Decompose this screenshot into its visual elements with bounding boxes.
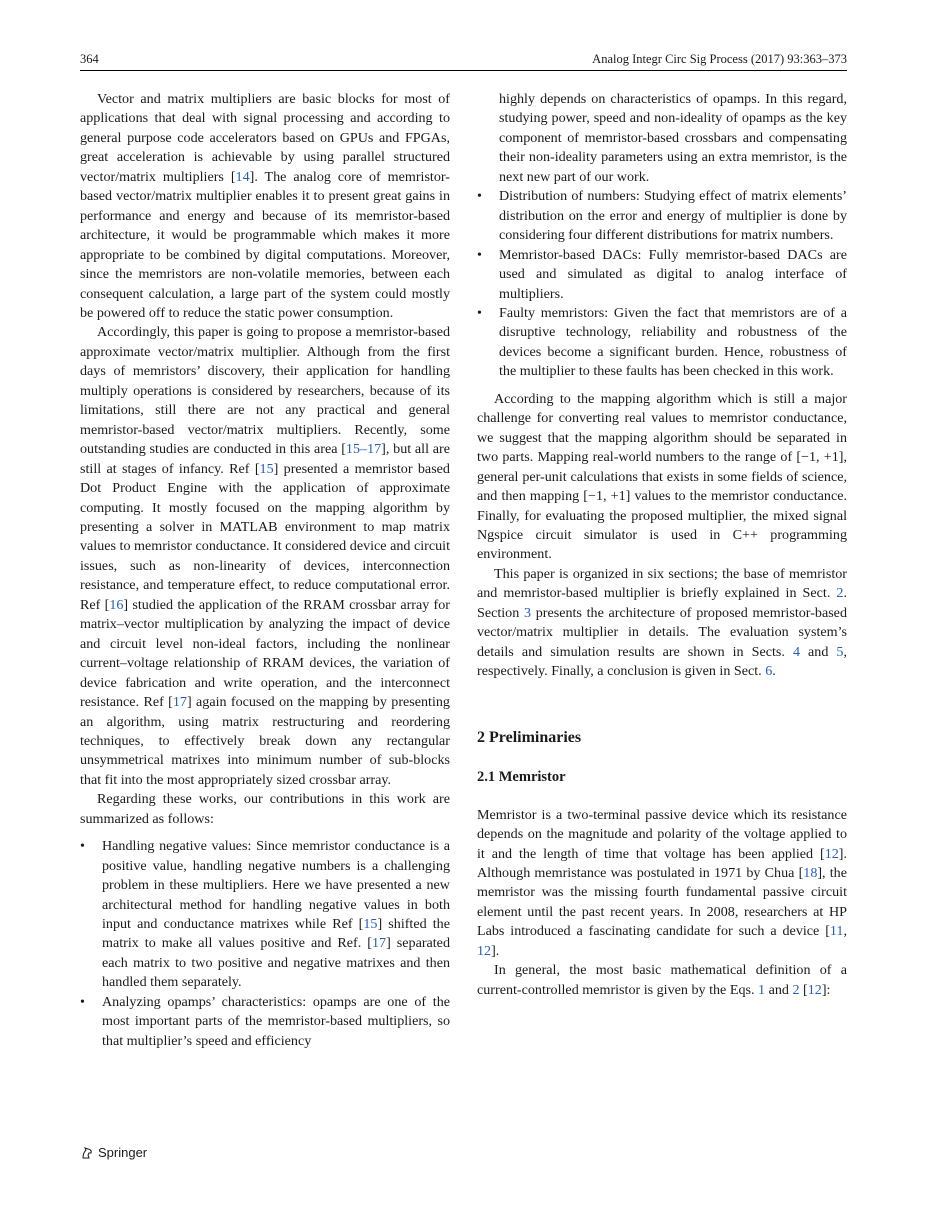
section-link[interactable]: 2 bbox=[836, 585, 844, 602]
citation-link[interactable]: 15 bbox=[363, 916, 378, 933]
bullet-icon: • bbox=[477, 188, 482, 205]
paragraph-related-work: Accordingly, this paper is going to propose a memristor-based approximate vector/matrix multiplier. Although from the first days of memristors’ discovery, their application for handling multiply operations is considered by researchers, because of its limitations, still there are not any practical and general memristor-based vector/matrix multipliers. Recently, some outstanding studies are conducted in this area [15–17], but all are still at stages of infancy. Ref [15] presented a memristor based Dot Product Engine with the application of approximate computing. It mostly focused on the mapping algorithm by presenting a solver in MATLAB environment to map matrix values to memristor conductance. It considered device and circuit issues, such as non-linearity of devices, interconnection resistance, and temperature effect, to reduce computational error. Ref [16] studied the application of the RRAM crossbar array for matrix–vector multiplication by analyzing the impact of device and circuit level non-ideal factors, including the nonlinear current–voltage relationship of RRAM devices, the variation of device fabrication and write operation, and the interconnect resistance. Ref [17] again focused on the mapping by presenting an algorithm, using matrix restructuring and reordering techniques, to effectively break down any rectangular unsymmetrical matrixes into minimum number of sub-blocks that fit into the most appropriately sized crossbar array. bbox=[80, 324, 450, 788]
list-item: • Memristor-based DACs: Fully memristor-based DACs are used and simulated as digital to analog interface of multipliers. bbox=[477, 246, 847, 302]
section-link[interactable]: 6 bbox=[765, 663, 773, 680]
section-heading: 2 Preliminaries bbox=[477, 728, 582, 746]
left-column bbox=[80, 90, 450, 1051]
citation-link[interactable]: 12 bbox=[807, 981, 822, 998]
list-item: • Distribution of numbers: Studying effect of matrix elements’ distribution on the error and energy of multiplier is done by considering four different distributions for matrix numbers. bbox=[477, 188, 847, 244]
citation-link[interactable]: 17 bbox=[371, 935, 387, 952]
publisher-footer bbox=[80, 1145, 147, 1160]
paragraph-contributions-intro: Regarding these works, our contributions in this work are summarized as follows: bbox=[80, 791, 450, 827]
paragraph-organization: This paper is organized in six sections; the base of memristor and memristor-based multiplier is briefly explained in Sect. 2. Section 3 presents the architecture of proposed memristor-based vector/matrix multiplier in details. The evaluation system’s details and simulation results are shown in Sects. 4 and 5, respectively. Finally, a conclusion is given in Sect. 6. bbox=[477, 565, 847, 680]
section-link[interactable]: 5 bbox=[836, 643, 844, 660]
bullet-icon: • bbox=[80, 838, 85, 855]
section-link[interactable]: 4 bbox=[792, 643, 800, 660]
journal-citation: Analog Integr Circ Sig Process (2017) 93:363–373 bbox=[592, 52, 847, 66]
citation-link[interactable]: 12 bbox=[824, 845, 839, 862]
equation-link[interactable]: 2 bbox=[792, 981, 800, 998]
paragraph-equations-intro: In general, the most basic mathematical definition of a current-controlled memristor is given by the Eqs. 1 and 2 [12]: bbox=[477, 962, 847, 998]
citation-link[interactable]: 15 bbox=[259, 460, 274, 477]
citation-link[interactable]: 18 bbox=[803, 864, 818, 881]
bullet-icon: • bbox=[80, 993, 85, 1010]
bullet-icon: • bbox=[477, 304, 482, 321]
citation-link[interactable]: 11 bbox=[829, 923, 844, 940]
contributions-list bbox=[80, 837, 450, 1051]
paragraph-memristor-definition: Memristor is a two-terminal passive device which its resistance depends on the magnitude and polarity of the voltage applied to it and the length of time that voltage has been applied [12]. Although memristance was postulated in 1971 by Chua [18], the memristor was the missing fourth fundamental passive circuit element until the past recent years. In 2008, researchers at HP Labs introduced a fascinating candidate for such a device [11, 12]. bbox=[477, 806, 847, 959]
citation-link[interactable]: 17 bbox=[172, 694, 187, 711]
paragraph-intro: Vector and matrix multipliers are basic blocks for most of applications that deal with signal processing and according to general purpose code accelerators based on GPUs and FPGAs, great acceleration is achievable by using parallel structured vector/matrix multipliers [14]. The analog core of memristor-based vector/matrix multiplier enables it to present great gains in performance and energy and because of its memristor-based architecture, it would be programmable which makes it more appropriate to be combined by digital computations. Moreover, since the memristors are non-volatile memories, between each consequent calculation, a large part of the system could mostly be powered off to reduce the static power consumption. bbox=[80, 91, 451, 321]
contributions-list-continued bbox=[477, 187, 847, 382]
citation-link[interactable]: 15–17 bbox=[345, 441, 382, 458]
list-item: • Handling negative values: Since memristor conductance is a positive value, handling negative numbers is a challenging problem in these multipliers. Here we have presented a new architectural method for handling negative values in both input and conductance matrixes while Ref [15] shifted the matrix to make all values positive and Ref. [17] separated each matrix to two positive and negative matrixes and then handled them separately. bbox=[80, 838, 450, 991]
list-item-continuation: highly depends on characteristics of opamps. In this regard, studying power, speed and non-ideality of opamps as the key component of memristor-based crossbars and compensating their non-ideality parameters using an extra memristor, is the next new part of our work. bbox=[499, 91, 847, 185]
right-column bbox=[477, 90, 847, 1000]
citation-link[interactable]: 14 bbox=[235, 168, 250, 185]
subsection-heading: 2.1 Memristor bbox=[477, 768, 566, 785]
paragraph-mapping: According to the mapping algorithm which is still a major challenge for converting real values to memristor conductance, we suggest that the mapping algorithm should be separated in two parts. Mapping real-world numbers to the range of [−1, +1], general per-unit calculations that exists in some fields of science, and then mapping [−1, +1] values to the memristor conductance. Finally, for evaluating the proposed multiplier, the mixed signal Ngspice circuit simulator is used in C++ programming environment. bbox=[477, 390, 847, 563]
bullet-icon: • bbox=[477, 246, 482, 263]
equation-link[interactable]: 1 bbox=[758, 981, 766, 998]
running-header bbox=[80, 50, 847, 71]
citation-link[interactable]: 12 bbox=[477, 942, 492, 959]
citation-link[interactable]: 16 bbox=[109, 596, 124, 613]
page-number: 364 bbox=[80, 52, 99, 66]
springer-horse-icon bbox=[80, 1146, 94, 1160]
list-item: • Analyzing opamps’ characteristics: opamps are one of the most important parts of the memristor-based multipliers, so that multiplier’s speed and efficiency bbox=[80, 993, 450, 1049]
list-item: • Faulty memristors: Given the fact that memristors are of a disruptive technology, reliability and robustness of the devices become a significant burden. Hence, robustness of the multiplier to these faults has been checked in this work. bbox=[477, 304, 847, 380]
publisher-name: Springer bbox=[98, 1145, 148, 1160]
section-link[interactable]: 3 bbox=[523, 604, 532, 621]
